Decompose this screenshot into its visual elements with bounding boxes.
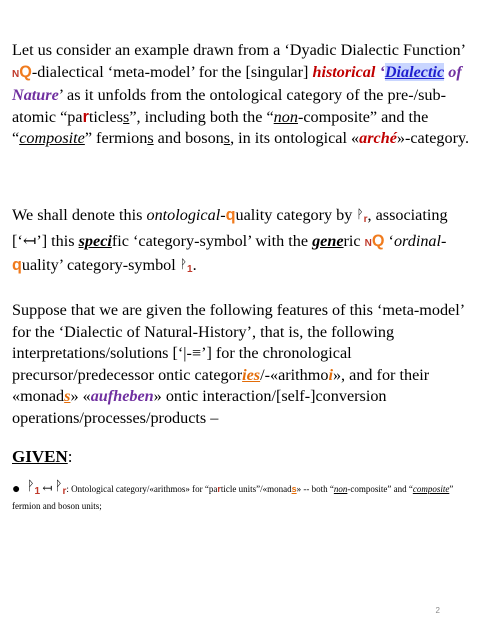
speci-term: speci xyxy=(78,231,112,250)
composite-term: composite xyxy=(19,129,85,148)
text: We shall denote this xyxy=(12,206,147,224)
text: -composite” and the “ xyxy=(12,107,429,148)
underlined-s: s xyxy=(147,129,154,148)
text: ”, including both the “ xyxy=(129,107,274,126)
category-symbol-icon: ᚹ xyxy=(26,479,35,494)
composite-term: composite xyxy=(412,484,450,494)
dialectic-term: Dialectic xyxy=(384,62,445,81)
text: , in its ontological « xyxy=(230,129,360,148)
highlight-q: q xyxy=(225,206,236,224)
subscript-r: r xyxy=(62,486,67,497)
subscript-1: 1 xyxy=(187,264,193,276)
nq-q-symbol: Q xyxy=(371,231,385,250)
text: uality category by xyxy=(235,206,357,224)
nq-n-subscript: N xyxy=(364,237,372,249)
subscript-1: 1 xyxy=(34,486,41,497)
bullet-item xyxy=(12,480,472,513)
text: ’] for the chronological precursor/predecessor ontic categor xyxy=(12,344,352,384)
highlight-s: s xyxy=(291,484,297,494)
highlight-r: r xyxy=(82,107,89,126)
underlined-s: s xyxy=(223,129,231,148)
category-symbol-icon: ᚹ xyxy=(179,257,188,272)
text: » « xyxy=(70,387,91,406)
non-term: non xyxy=(333,484,348,494)
text: ’ as it unfolds from the ontological category of the pre-/sub-atomic “pa xyxy=(12,86,446,126)
text: »-category. xyxy=(396,129,470,148)
bullet-dot-icon: ● xyxy=(12,481,21,497)
category-symbol-icon: ᚹ xyxy=(54,479,63,494)
text: Suppose that we are given the following features of this ‘meta-model’ for the ‘Dialectic of Natural-History’, that is, the following interpretations/solutions [‘|- xyxy=(12,301,464,363)
historical-term: historical xyxy=(312,62,376,81)
text: , associating [‘ xyxy=(12,206,448,250)
i-term: i xyxy=(328,365,333,384)
given-label: GIVEN xyxy=(12,447,68,466)
text: ” fermion and boson units; xyxy=(12,484,454,511)
text: Let us consider an example drawn from a ‘Dyadic Dialectic Function’ xyxy=(12,41,465,59)
text: -dialectical ‘meta-model’ for the [singular] xyxy=(31,62,309,81)
gene-term: gene xyxy=(312,231,344,250)
ordinal-term: ordinal xyxy=(393,231,442,250)
underlined-s: s xyxy=(123,107,130,126)
text: /-«arithmo xyxy=(260,365,329,384)
text: ric xyxy=(343,231,365,250)
paragraph-suppose xyxy=(12,300,472,430)
text: ‘ xyxy=(384,231,394,250)
highlight-r: r xyxy=(217,484,221,494)
equiv-icon: ≡ xyxy=(191,344,202,363)
arche-term: arché xyxy=(359,129,397,148)
s-term: s xyxy=(64,387,71,406)
text: ticles xyxy=(88,107,124,126)
ontological-term: ontological xyxy=(146,206,221,224)
paragraph-denotation xyxy=(12,204,472,281)
of-nature-term: of Nature xyxy=(12,62,462,105)
text: ” fermion xyxy=(84,129,148,148)
text: » -- both “ xyxy=(296,484,334,494)
page-number: 2 xyxy=(435,606,440,615)
left-arrow-icon: ↤ xyxy=(22,231,37,250)
category-symbol-icon: ᚹ xyxy=(356,207,364,221)
text: - xyxy=(441,231,447,250)
ies-term: ies xyxy=(242,365,261,384)
text: fic ‘category-symbol’ with the xyxy=(111,231,313,250)
aufheben-term: aufheben xyxy=(90,387,154,406)
text: », and for their «monad xyxy=(12,365,430,406)
text: ’] this xyxy=(36,231,79,250)
given-colon: : xyxy=(67,447,73,466)
subscript-r: r xyxy=(363,214,368,225)
text: ticle units”/«monad xyxy=(220,484,292,494)
text: and boson xyxy=(153,129,224,148)
text: : Ontological category/«arithmos» for “pa xyxy=(66,484,218,494)
text: . xyxy=(192,256,197,275)
given-heading xyxy=(12,446,472,468)
paragraph-example-intro xyxy=(12,40,472,150)
text: ‘ xyxy=(375,62,385,81)
text: -composite” and “ xyxy=(347,484,413,494)
left-arrow-icon: ↤ xyxy=(42,481,53,495)
text: - xyxy=(220,206,226,224)
non-term: non xyxy=(273,107,298,126)
text: uality’ category-symbol xyxy=(21,256,180,275)
highlight-q: q xyxy=(12,256,22,275)
text: » ontic interaction/[self-]conversion operations/processes/products – xyxy=(12,387,387,427)
nq-n-subscript: N xyxy=(12,68,20,80)
nq-q-symbol: Q xyxy=(19,62,32,81)
